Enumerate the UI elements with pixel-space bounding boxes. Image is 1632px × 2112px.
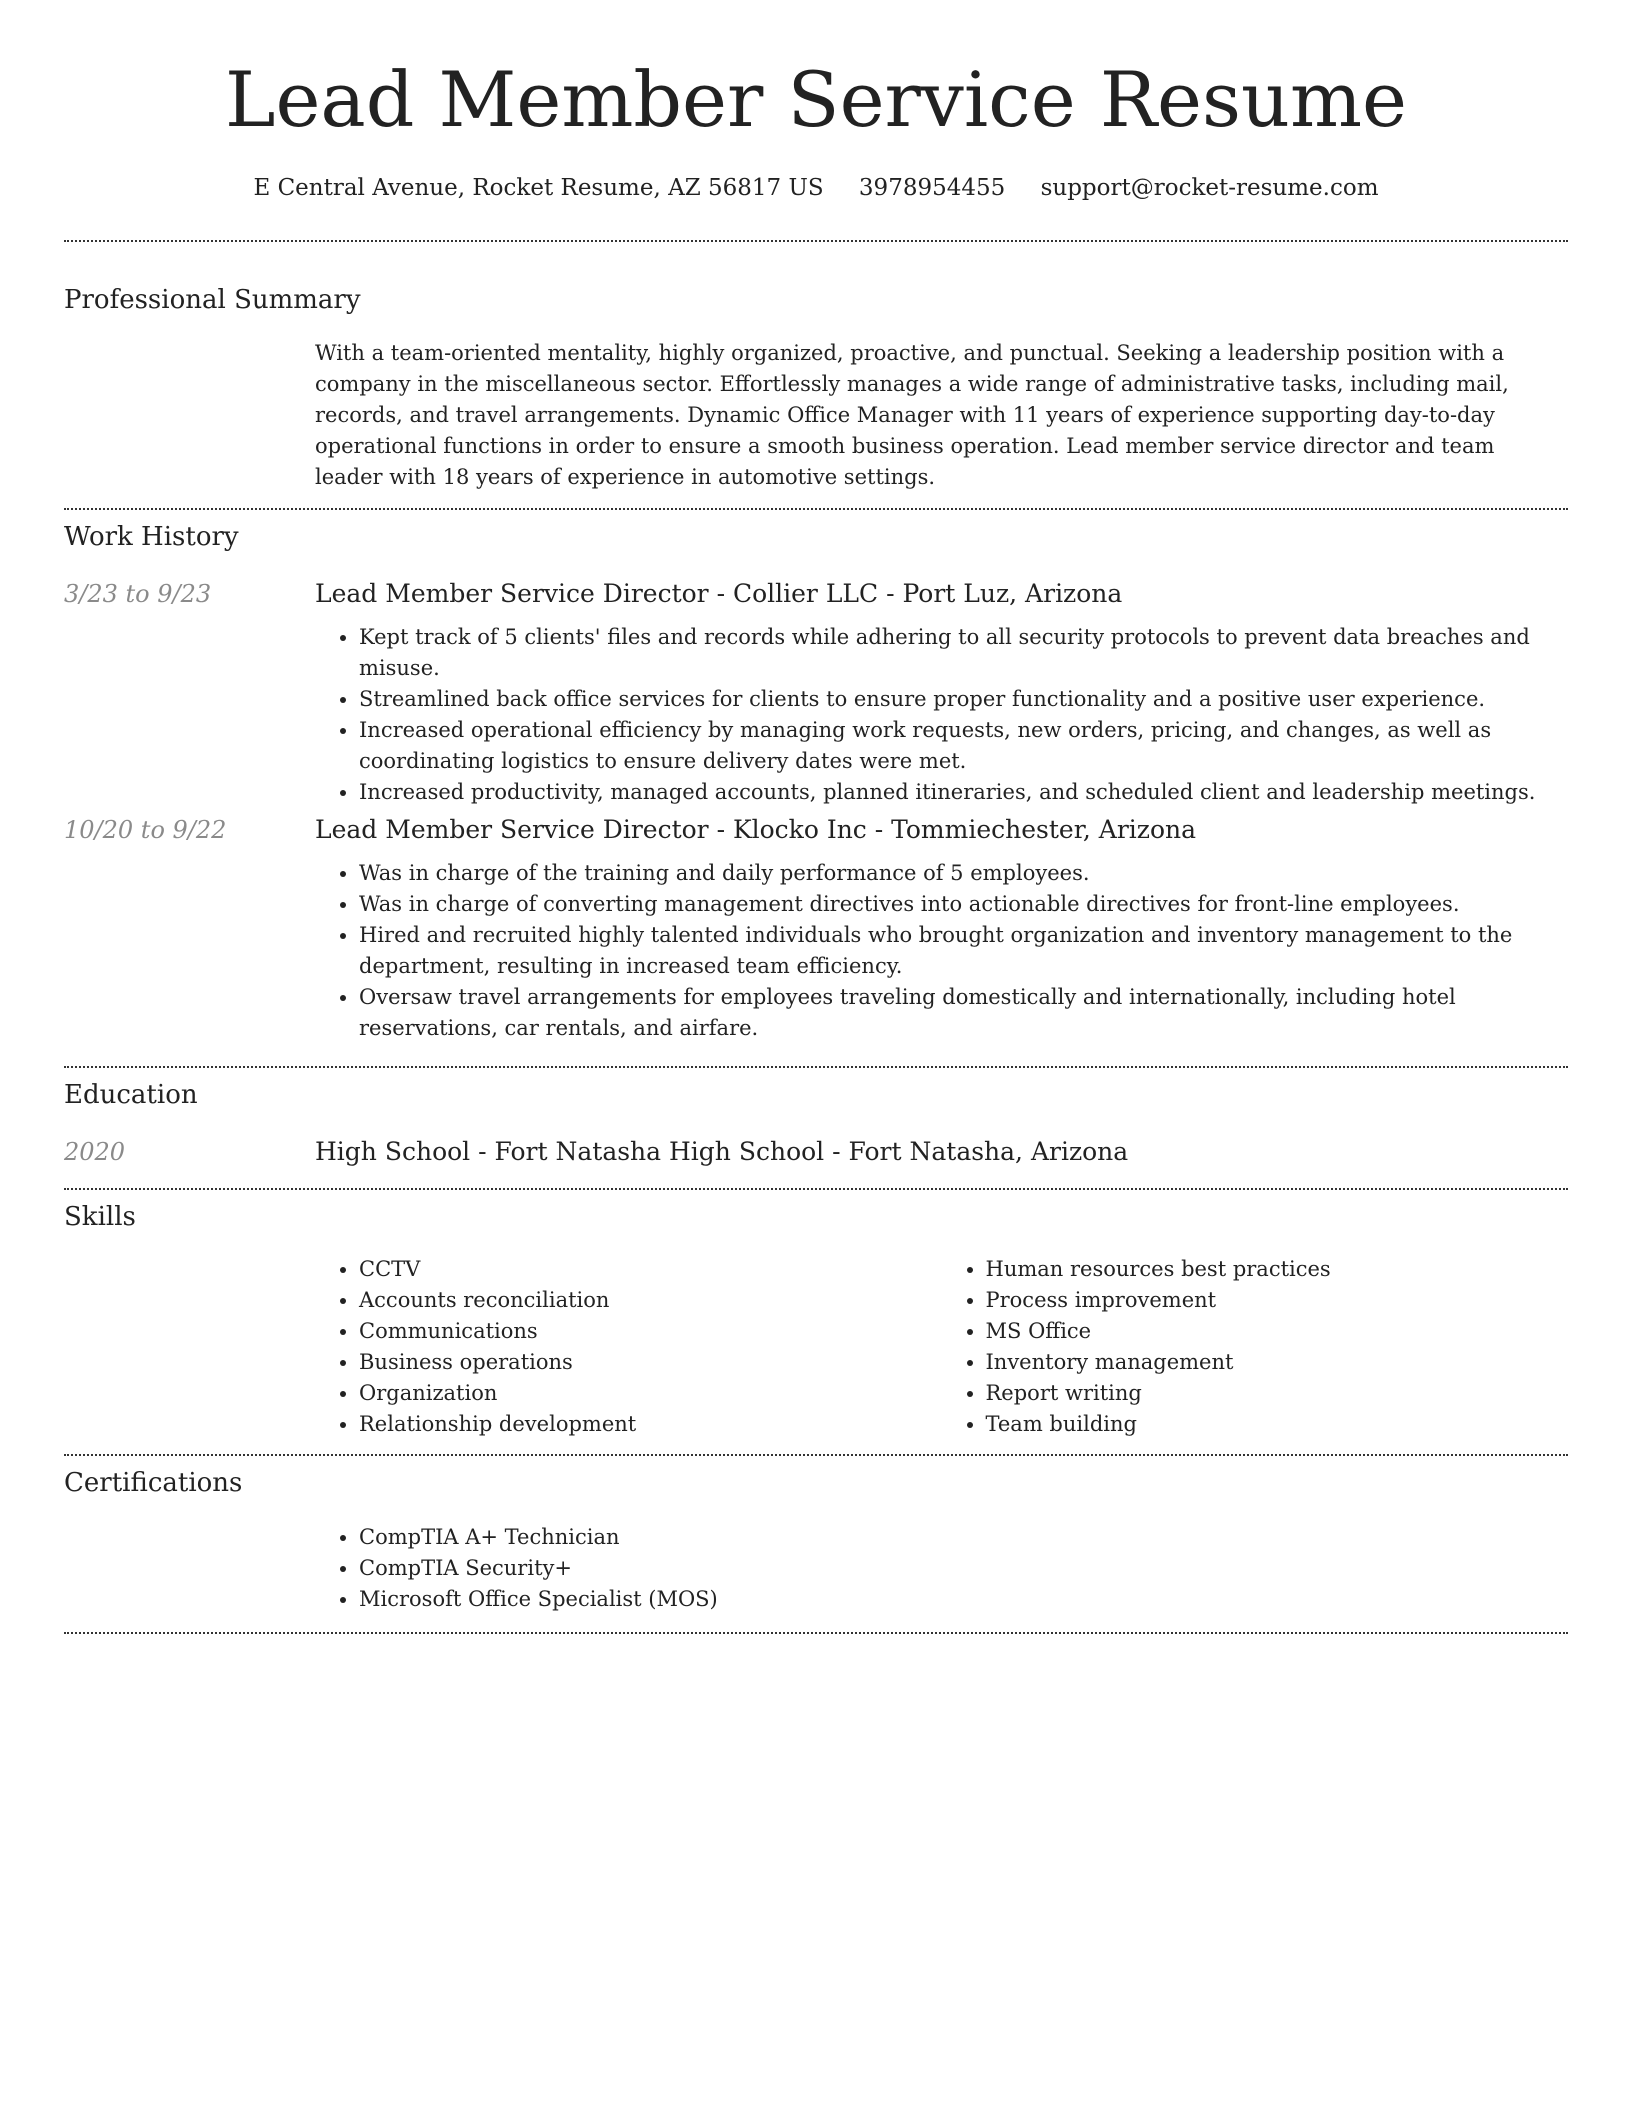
section-divider: [64, 1188, 1568, 1190]
job-bullet: • Hired and recruited highly talented individuals who brought organization and inventory management to the department, resulting in increased team efficiency.: [359, 920, 1568, 982]
education-date: 2020: [64, 1138, 126, 1166]
job-bullet: • Increased productivity, managed accounts, planned itineraries, and scheduled client and leadership meetings.: [359, 777, 1568, 808]
certifications-block: [315, 1522, 1568, 1615]
skills-list-left: [315, 1254, 942, 1440]
skill-item: • Process improvement: [986, 1285, 1569, 1316]
contact-phone: 3978954455: [858, 175, 1006, 201]
certifications-heading: Certifications: [64, 1468, 243, 1498]
job-title: Lead Member Service Director - Collier LLC - Port Luz, Arizona: [315, 579, 1123, 608]
skill-item: • Inventory management: [986, 1347, 1569, 1378]
contact-line: [64, 170, 1568, 206]
job-bullet: • Was in charge of the training and daily performance of 5 employees.: [359, 858, 1568, 889]
section-divider: [64, 1632, 1568, 1634]
job-entry: [315, 576, 1568, 808]
certification-item: • CompTIA A+ Technician: [359, 1522, 1568, 1553]
section-divider: [64, 1454, 1568, 1456]
section-divider: [64, 1066, 1568, 1068]
summary-block: [315, 338, 1568, 493]
education-entry-block: [315, 1134, 1568, 1170]
certification-item: • Microsoft Office Specialist (MOS): [359, 1584, 1568, 1615]
skill-item: • MS Office: [986, 1316, 1569, 1347]
job-bullet: • Was in charge of converting management directives into actionable directives for front-line employees.: [359, 889, 1568, 920]
skill-item: • Business operations: [359, 1347, 942, 1378]
job-bullet: • Increased operational efficiency by managing work requests, new orders, pricing, and changes, as well as coordinating logistics to ensure delivery dates were met.: [359, 715, 1568, 777]
contact-email: support@rocket-resume.com: [1040, 175, 1379, 201]
skill-item: • Report writing: [986, 1378, 1569, 1409]
job-dates: 3/23 to 9/23: [64, 580, 212, 608]
job-bullets: [315, 622, 1568, 808]
skills-list-right: [942, 1254, 1569, 1440]
contact-address: E Central Avenue, Rocket Resume, AZ 56817 US: [253, 175, 824, 201]
job-bullets: [315, 858, 1568, 1044]
work-history-heading: Work History: [64, 522, 239, 552]
education-heading: Education: [64, 1080, 198, 1110]
section-divider: [64, 508, 1568, 510]
skills-heading: Skills: [64, 1202, 136, 1232]
certifications-list: [315, 1522, 1568, 1615]
skills-block: [315, 1254, 1568, 1440]
job-dates: 10/20 to 9/22: [64, 816, 227, 844]
skill-item: • Team building: [986, 1409, 1569, 1440]
skill-item: • Accounts reconciliation: [359, 1285, 942, 1316]
summary-heading: Professional Summary: [64, 285, 361, 315]
section-divider: [64, 240, 1568, 242]
job-bullet: • Streamlined back office services for clients to ensure proper functionality and a positive user experience.: [359, 684, 1568, 715]
skill-item: • Human resources best practices: [986, 1254, 1569, 1285]
job-entry: [315, 812, 1568, 1044]
skill-item: • CCTV: [359, 1254, 942, 1285]
job-title: Lead Member Service Director - Klocko Inc - Tommiechester, Arizona: [315, 815, 1197, 844]
resume-title: Lead Member Service Resume: [224, 55, 1408, 144]
summary-text: With a team-oriented mentality, highly organized, proactive, and punctual. Seeking a leadership position with a company in the miscellaneous sector. Effortlessly manages a wide range of administrative tasks, including mail, records, and travel arrangements. Dynamic Office Manager with 11 years of experience supporting day-to-day operational functions in order to ensure a smooth business operation. Lead member service director and team leader with 18 years of experience in automotive settings.: [315, 341, 1509, 489]
job-bullet: • Kept track of 5 clients' files and records while adhering to all security protocols to prevent data breaches and misuse.: [359, 622, 1568, 684]
skill-item: • Organization: [359, 1378, 942, 1409]
job-bullet: • Oversaw travel arrangements for employees traveling domestically and internationally, including hotel reservations, car rentals, and airfare.: [359, 982, 1568, 1044]
certification-item: • CompTIA Security+: [359, 1553, 1568, 1584]
skill-item: • Communications: [359, 1316, 942, 1347]
education-entry: High School - Fort Natasha High School - Fort Natasha, Arizona: [315, 1137, 1129, 1166]
skill-item: • Relationship development: [359, 1409, 942, 1440]
